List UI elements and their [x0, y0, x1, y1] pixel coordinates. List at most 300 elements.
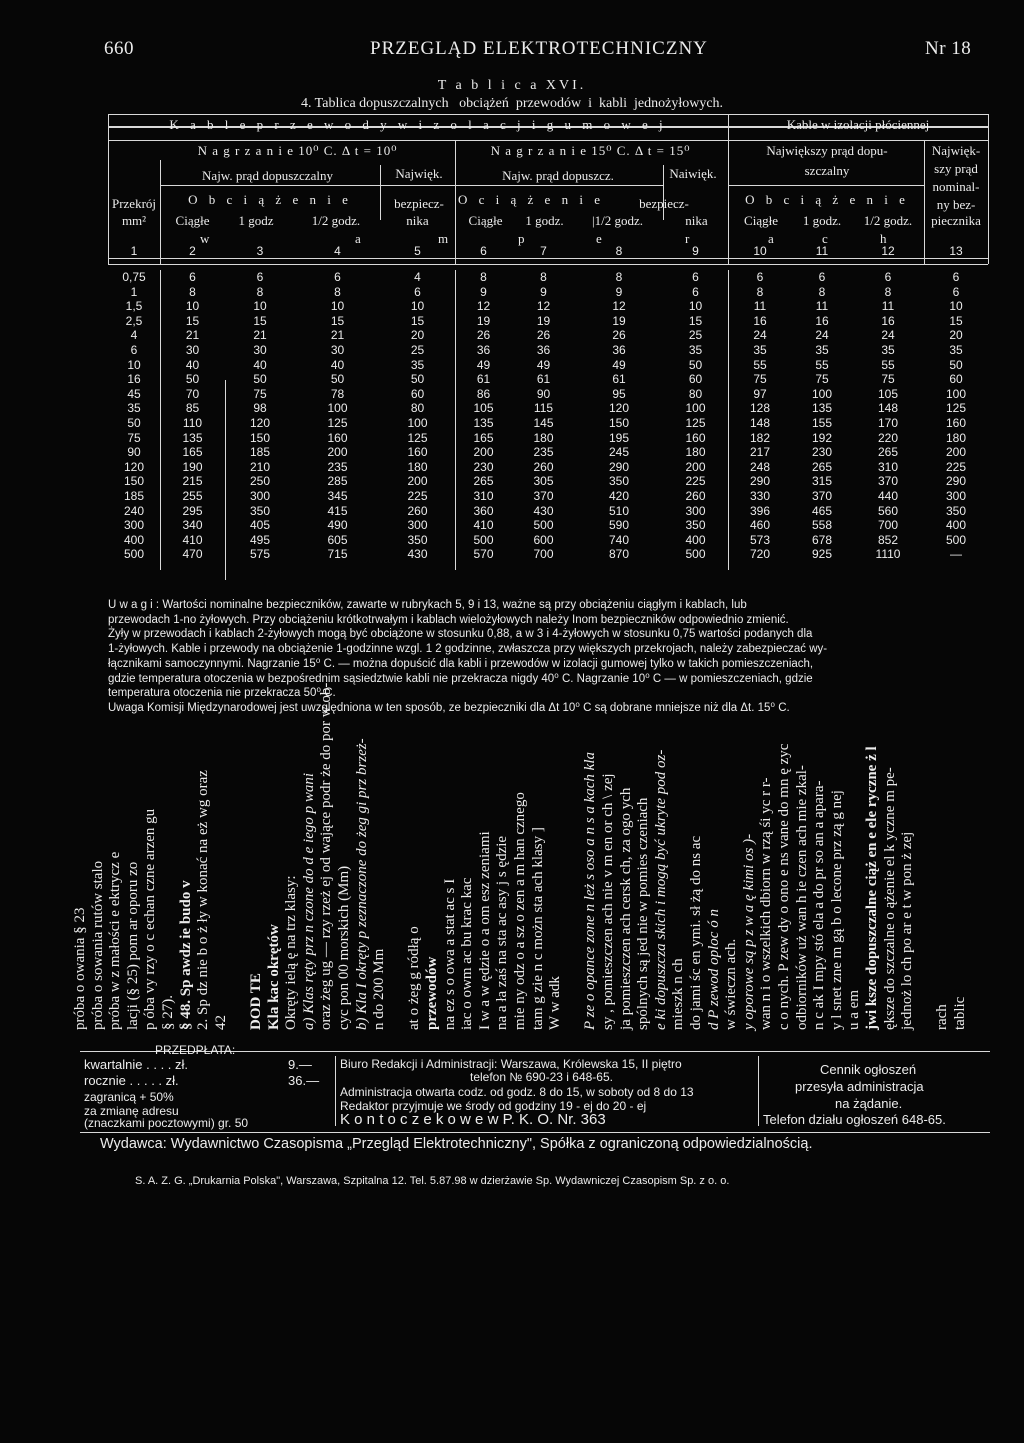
rotated-text-line: e ki dopuszcza skich i mogą być ukryte pod oz- [652, 749, 669, 1030]
table-cell: 350 [945, 503, 967, 518]
table-cell: 200 [473, 445, 494, 460]
table-cell: 11 [815, 299, 829, 314]
table-cell: 240 [123, 503, 145, 518]
table-cell: 16 [881, 313, 895, 328]
table-cell: 0,75 [122, 270, 146, 284]
table-cell: 180 [685, 445, 706, 460]
table-cell: 50 [330, 372, 345, 387]
table-cell: 61 [612, 372, 626, 387]
table-cell: 19 [612, 313, 626, 328]
table-cell: 8 [756, 284, 764, 299]
heat-10: N a g r z a n i e 10⁰ C. Δ t = 10⁰ [197, 143, 398, 158]
table-cell: 345 [327, 489, 348, 503]
table-cell: 200 [327, 445, 348, 460]
table-cell: 40 [185, 357, 200, 372]
table-cell: 350 [608, 474, 630, 489]
table-cell: 265 [811, 459, 833, 474]
table-cell: 10 [127, 357, 141, 372]
table-cell: 35 [410, 357, 425, 372]
table-cell: 25 [410, 343, 425, 357]
rotated-text-line: Okręty ielą ę na trz klasy: [283, 875, 300, 1030]
ad-pricing: Cennik ogłoszeń [820, 1062, 917, 1077]
table-cell: 290 [608, 459, 630, 474]
table-cell: 180 [407, 459, 428, 474]
column-number: 4 [334, 244, 341, 258]
rotated-text-line: Kla kac okrętów [265, 924, 282, 1030]
rotated-text-line: b) Kla I okręty p zeznaczone do żeg gi prz brzeż- [353, 738, 370, 1030]
table-cell: 500 [945, 532, 967, 547]
table-cell: 9 [615, 284, 623, 299]
table-cell: 95 [612, 386, 626, 401]
table-cell: 200 [407, 474, 428, 489]
rotated-text-line: ększe do szczalne o ążenie el k yczne m pe- [881, 767, 898, 1030]
table-cell: 165 [182, 445, 203, 460]
rotated-text-line: sy , pomieszczen ach nie v m en or ch \ zej [600, 773, 616, 1030]
table-cell: 150 [249, 430, 271, 445]
table-cell: 182 [749, 430, 771, 445]
rotated-text-line: § 27). [160, 995, 176, 1030]
table-cell: 230 [811, 445, 833, 460]
table-cell: 15 [185, 313, 200, 328]
table-cell: 573 [749, 532, 771, 547]
table-cell: 160 [945, 416, 967, 430]
rotated-text-line: at o żeg g ródłą o [406, 926, 423, 1030]
table-cell: 440 [877, 489, 899, 503]
group-paper: Kable w izolacji płóciennej [786, 117, 930, 132]
table-cell: 300 [685, 503, 706, 518]
table-cell: 145 [533, 416, 554, 430]
largest-current: Największy prąd dopu- [766, 143, 888, 158]
table-cell: 360 [473, 503, 494, 518]
table-cell: 135 [811, 401, 833, 416]
table-cell: 50 [185, 372, 200, 387]
table-cell: 100 [685, 401, 706, 416]
table-cell: 217 [749, 445, 771, 460]
table-cell: 1110 [875, 547, 901, 562]
table-cell: 200 [685, 459, 706, 474]
table-cell: 1,5 [125, 299, 143, 314]
table-cell: 61 [476, 372, 491, 387]
prepayment-title: PRZEDPŁATA: [155, 1043, 236, 1057]
table-cell: 100 [945, 386, 967, 401]
table-cell: 90 [536, 386, 551, 401]
table-cell: 225 [685, 474, 706, 489]
column-number: 1 [130, 244, 138, 258]
table-cell: 195 [608, 430, 630, 445]
table-cell: 330 [749, 489, 771, 503]
rotated-text-line: d P zewod oploc ó n [705, 909, 722, 1030]
table-cell: 105 [877, 386, 899, 401]
group-rubber: K a b l e p r z e w o d y w i z o l a c j i g u m o w e j [169, 117, 667, 132]
table-cell: 370 [811, 489, 833, 503]
rotated-text-line: iac o owm ac bu krac kac [459, 877, 476, 1030]
table-cell: 8 [884, 284, 892, 299]
table-cell: 740 [608, 532, 630, 547]
table-cell: 78 [330, 386, 345, 401]
table-cell: 215 [182, 474, 203, 489]
table-cell: 210 [249, 459, 271, 474]
rotated-text-line: próba w z małości e ektrycz e [107, 851, 124, 1030]
table-cell: 925 [811, 547, 833, 562]
table-cell: 180 [533, 430, 554, 445]
table-cell: 4 [414, 270, 421, 284]
table-cell: 30 [185, 343, 200, 357]
rotated-text-line: y l snet zne m gą b o lecone prz zą g nej [828, 790, 845, 1030]
table-cell: — [950, 547, 962, 562]
table-cell: 148 [749, 416, 771, 430]
table-cell: 265 [877, 445, 899, 460]
table-cell: 12 [476, 299, 491, 314]
journal-title: PRZEGLĄD ELEKTROTECHNICZNY [370, 38, 708, 59]
rotated-text-line: cyc pon 00 morskich (Mm) [336, 865, 352, 1030]
issue-number: Nr 18 [925, 38, 972, 59]
table-cell: 24 [881, 328, 895, 343]
table-cell: 12 [612, 299, 626, 314]
table-cell: 6 [130, 343, 138, 357]
rotated-text-line: próba o owania § 23 [72, 907, 88, 1030]
table-cell: 370 [877, 474, 899, 489]
table-cell: 75 [127, 430, 141, 445]
table-cell: 285 [327, 474, 348, 489]
table-divider [225, 380, 226, 580]
table-cell: 495 [249, 532, 271, 547]
table-cell: 35 [881, 343, 895, 357]
table-cell: 170 [877, 416, 899, 430]
table-cell: 575 [249, 547, 271, 562]
table-cell: 100 [811, 386, 833, 401]
column-number: 12 [881, 244, 895, 258]
table-cell: 30 [330, 343, 345, 357]
table-cell: 16 [815, 313, 829, 328]
rotated-text-line: y oporowe są p z w a ę kimi os )- [740, 833, 757, 1030]
table-cell: 35 [688, 343, 703, 357]
table-cell: 260 [685, 489, 706, 503]
table-cell: 75 [815, 372, 829, 387]
table-divider [455, 270, 456, 570]
table-cell: 430 [407, 547, 428, 562]
table-cell: 490 [327, 518, 348, 533]
table-cell: 125 [327, 416, 348, 430]
table-cell: 125 [945, 401, 967, 416]
table-cell: 500 [473, 532, 494, 547]
rotated-text-line: mie ny odz o a sz o zen a m han cznego [512, 792, 528, 1030]
rotated-text-line: 42 [212, 1015, 229, 1030]
table-cell: 8 [189, 284, 196, 299]
table-cell: 35 [815, 343, 829, 357]
table-cell: 8 [540, 270, 547, 284]
rotated-text-line: jednoż lo ch po ar e t w pon ż zej [899, 831, 916, 1030]
table-cell: 35 [949, 343, 963, 357]
column-number: 9 [692, 244, 699, 258]
table-cell: 405 [249, 518, 271, 533]
table-cell: 15 [688, 313, 703, 328]
table-cell: 150 [123, 474, 145, 489]
table-cell: 305 [533, 474, 554, 489]
table-cell: 1 [130, 284, 138, 299]
table-cell: 430 [533, 503, 554, 518]
table-cell: 105 [473, 401, 494, 416]
table-cell: 80 [688, 386, 703, 401]
table-cell: 255 [182, 489, 203, 503]
table-cell: 45 [127, 386, 141, 401]
table-cell: 21 [185, 328, 200, 343]
table-cell: 21 [253, 328, 267, 343]
table-cell: 100 [407, 416, 428, 430]
publisher: Wydawca: Wydawnictwo Czasopisma „Przegląd Elektrotechniczny", Spółka z ograniczoną odpowiedzialnością. [100, 1136, 813, 1152]
table-cell: 300 [249, 489, 271, 503]
page-number: 660 [104, 38, 134, 59]
rotated-text-line: DOD TE [248, 973, 264, 1030]
rotated-text-line: c o nych. P zew dy o ono e ns vane do mn ę zyc [776, 743, 792, 1030]
heat-15: N a g r z a n i e 15⁰ C. Δ t = 15⁰ [490, 143, 691, 158]
table-cell: 700 [533, 547, 554, 562]
table-cell: 50 [949, 357, 963, 372]
column-number: 7 [540, 244, 547, 258]
table-cell: 350 [685, 518, 706, 533]
table-cell: 40 [330, 357, 345, 372]
table-cell: 11 [881, 299, 895, 314]
table-cell: 220 [877, 430, 899, 445]
rotated-text-line: próba o sowania rutów stalo [89, 860, 106, 1030]
table-cell: 26 [612, 328, 626, 343]
table-cell: 60 [688, 372, 703, 387]
table-cell: 290 [945, 474, 967, 489]
table-cell: 49 [536, 357, 551, 372]
table-cell: 24 [753, 328, 767, 343]
table-cell: 230 [473, 459, 494, 474]
table-cell: 60 [410, 386, 425, 401]
table-cell: 190 [182, 459, 203, 474]
table-cell: 8 [480, 270, 487, 284]
table-cell: 75 [253, 386, 267, 401]
table-cell: 465 [811, 503, 833, 518]
table-cell: 8 [334, 284, 341, 299]
table-cell: 30 [253, 343, 267, 357]
table-cell: 26 [476, 328, 491, 343]
table-cell: 61 [536, 372, 551, 387]
table-cell: 35 [753, 343, 767, 357]
table-cell: 6 [884, 270, 892, 284]
table-cell: 55 [753, 357, 767, 372]
table-cell: 315 [811, 474, 833, 489]
table-cell: 86 [476, 386, 491, 401]
table-cell: 350 [407, 532, 428, 547]
rotated-text-line: ja pomieszczen ach cersk ch, za ogo ych [617, 787, 634, 1030]
table-cell: 148 [877, 401, 899, 416]
table-cell: 128 [749, 401, 771, 416]
table-cell: 15 [410, 313, 425, 328]
table-cell: 300 [123, 518, 145, 533]
table-cell: 225 [945, 459, 967, 474]
table-cell: 97 [753, 386, 767, 401]
column-number: 10 [753, 244, 767, 258]
table-divider [728, 270, 729, 570]
rotated-text-line: jwi ksze dopuszczalne ciąż en e ele ryczne ż l [864, 746, 880, 1030]
table-cell: 180 [945, 430, 967, 445]
table-cell: 120 [249, 416, 271, 430]
table-cell: 250 [249, 474, 271, 489]
table-cell: 400 [123, 532, 145, 547]
rotated-text-line: u a em [846, 990, 863, 1030]
table-cell: 15 [949, 313, 963, 328]
table-cell: 90 [127, 445, 141, 460]
rotated-text-line: odbiorników uż wan h ie czen ach mie zkal- [793, 765, 810, 1030]
rotated-text-line: do jami śc en ymi. sł żą do ns ac [688, 835, 704, 1030]
table-cell: 15 [330, 313, 345, 328]
table-cell: 55 [881, 357, 895, 372]
table-cell: 20 [949, 328, 963, 343]
table-cell: 165 [473, 430, 494, 445]
rotated-text-line: I w a w ędzie o a om esz zeniami [476, 831, 493, 1030]
rotated-text-line: na a ła zaś na sta ac asy j s ędzie [494, 835, 511, 1030]
table-cell: 410 [182, 532, 203, 547]
table-cell: 50 [410, 372, 425, 387]
column-number: 6 [480, 244, 487, 258]
table-cell: 75 [881, 372, 895, 387]
table-title: T a b l i c a XVI. [437, 78, 587, 93]
table-cell: 310 [877, 459, 899, 474]
rotated-article-text [72, 682, 1000, 1030]
table-cell: 260 [407, 503, 428, 518]
column-number: 13 [949, 244, 963, 258]
largest-current-2: szczalny [804, 163, 850, 178]
table-cell: 590 [608, 518, 630, 533]
table-cell: 852 [877, 532, 899, 547]
table-cell: 6 [952, 284, 960, 299]
table-cell: 36 [612, 343, 626, 357]
rotated-text-line: n c ak I mpy stó ela a do pr so an a apara- [811, 780, 828, 1030]
table-cell: 6 [692, 270, 699, 284]
table-cell: 720 [749, 547, 771, 562]
table-cell: 70 [185, 386, 200, 401]
table-cell: 6 [189, 270, 196, 284]
printer: S. A. Z. G. „Drukarnia Polska", Warszawa, Szpitalna 12. Tel. 5.87.98 w dzierżawie Sp. Wydawniczej Czasopism Sp. z o. o. [135, 1175, 730, 1187]
table-cell: 115 [533, 401, 554, 416]
table-cell: 160 [685, 430, 706, 445]
column-number: 5 [414, 244, 421, 258]
table-cell: 10 [949, 299, 963, 314]
column-number: 2 [189, 244, 196, 258]
table-cell: 600 [533, 532, 554, 547]
table-cell: 40 [253, 357, 267, 372]
table-cell: 2,5 [125, 313, 143, 328]
table-cell: 248 [749, 459, 771, 474]
table-cell: 396 [749, 503, 771, 518]
table-cell: 678 [811, 532, 833, 547]
table-cell: 235 [327, 459, 348, 474]
table-cell: 10 [410, 299, 425, 314]
cheque-account: K o n t o c z e k o w e w P. K. O. Nr. 363 [340, 1111, 606, 1128]
table-cell: 60 [949, 372, 963, 387]
rotated-text-line: mieszk n ch [670, 958, 687, 1030]
table-cell: 185 [249, 445, 271, 460]
table-cell: 6 [692, 284, 699, 299]
rotated-text-line: w świeczn ach. [723, 938, 740, 1030]
rotated-text-line: 2. Sp dz nie b o ż ły w konać na eż wg oraz [195, 770, 212, 1030]
table-cell: 20 [410, 328, 425, 343]
rotated-text-line: przewodów [424, 956, 440, 1030]
table-notes: U w a g i : Wartości nominalne bezpieczników, zawarte w rubrykach 5, 9 i 13, ważne są przy obciążeniu ciągłym i kablach, lub przewodach 1-no żyłowych. Przy obciążeniu krótkotrwałym i kablach wielożyłowych należy Inom bezpieczników odpowiednio zmienić. Żyły w przewodach i kablach 2-żyłowych mogą być obciążone w stosunku 0,88, a w 3 i 4-żyłowych w stosunku 0,75 wartości podanych dla 1-żyłowych. Kable i przewody na obciążenie 1-godzinne wzgl. 1 2 godzinne, zwłaszcza przy większych przekrojach, należy zabezpieczać wy- łącznikami samoczynnymi. Nagrzanie 15⁰ C. — można dopuścić dla kabli i przewodów w izolacji gumowej tylko w takich pomieszczeniach, gdzie temperatura otoczenia w bezpośrednim sąsiedztwie kabli nie przekracza nigdy 40⁰ C. Nagrzanie 10⁰ C — w pomieszczeniach, gdzie temperatura otoczenia nie przekracza 50⁰ C. Uwaga Komisji Międzynarodowej jest uwzględniona w ten sposób, ze bezpieczniki dla Δt 10⁰ C są dobrane mniejsze niż dla Δt. 15⁰ C. [108, 599, 828, 714]
table-cell: 85 [185, 401, 200, 416]
table-cell: 50 [127, 416, 141, 430]
table-cell: 300 [407, 518, 428, 533]
table-cell: 260 [533, 459, 554, 474]
table-cell: 125 [407, 430, 428, 445]
table-cell: 570 [473, 547, 494, 562]
rotated-text-line: spólnych są jed nie w pomies czeniach [635, 797, 652, 1030]
table-cell: 10 [688, 299, 703, 314]
table-cell: 135 [473, 416, 494, 430]
table-cell: 11 [753, 299, 767, 314]
rotated-text-line: W w adk [547, 976, 564, 1030]
table-cell: 500 [533, 518, 554, 533]
rotated-text-line: p óba vy rzy o c echan czne arzen gu [142, 808, 159, 1030]
table-cell: 150 [608, 416, 630, 430]
table-cell: 160 [327, 430, 348, 445]
table-cell: 560 [877, 503, 899, 518]
table-cell: 295 [182, 503, 203, 518]
rotated-text-line: n do 200 Mm [371, 948, 388, 1030]
table-cell: 415 [327, 503, 348, 518]
table-cell: 75 [753, 372, 767, 387]
rotated-text-line: lacji (§ 25) pom ar oporu zo [124, 861, 141, 1030]
table-cell: 19 [476, 313, 491, 328]
table-cell: 10 [253, 299, 267, 314]
table-cell: 350 [249, 503, 271, 518]
table-cell: 192 [811, 430, 833, 445]
rotated-text-line: oraz żeg ug — rzy rzeż ej od wające podr że do por w ob- [318, 682, 335, 1030]
table-cell: 235 [533, 445, 554, 460]
table-cell: 6 [952, 270, 960, 284]
table-cell: 558 [811, 518, 833, 533]
table-cell: 50 [253, 372, 267, 387]
table-cell: 4 [130, 328, 138, 343]
rotated-text-line: P ze o opance zone n leż s oso a n s a kach kla [582, 751, 599, 1030]
table-cell: 6 [414, 284, 421, 299]
column-number: 3 [256, 244, 264, 258]
column-number: 8 [615, 244, 623, 258]
table-cell: 10 [330, 299, 345, 314]
table-cell: 185 [123, 489, 145, 503]
table-cell: 36 [476, 343, 491, 357]
table-cell: 8 [615, 270, 623, 284]
table-cell: 24 [815, 328, 829, 343]
table-cell: 225 [407, 489, 428, 503]
table-cell: 55 [815, 357, 829, 372]
table-cell: 370 [533, 489, 554, 503]
table-cell: 155 [811, 416, 833, 430]
table-cell: 8 [256, 284, 264, 299]
table-cell: 500 [123, 547, 145, 562]
rotated-text-line: na ez s o owa a stat ac s I [441, 878, 458, 1030]
editorial-office: Biuro Redakcji i Administracji: Warszawa, Królewska 15, II piętro [340, 1057, 682, 1071]
table-cell: 290 [749, 474, 771, 489]
table-cell: 120 [608, 401, 630, 416]
table-cell: 15 [253, 313, 267, 328]
table-cell: 340 [182, 518, 203, 533]
table-cell: 310 [473, 489, 494, 503]
table-cell: 98 [253, 401, 267, 416]
table-cell: 10 [185, 299, 200, 314]
table-cell: 36 [536, 343, 551, 357]
table-cell: 870 [608, 547, 630, 562]
table-cell: 80 [410, 401, 425, 416]
table-cell: 19 [536, 313, 551, 328]
table-cell: 49 [612, 357, 626, 372]
rotated-text-line: tam g zie n c możn sta ach klasy ] [529, 827, 546, 1030]
table-cell: 410 [473, 518, 494, 533]
table-cell: 9 [480, 284, 487, 299]
